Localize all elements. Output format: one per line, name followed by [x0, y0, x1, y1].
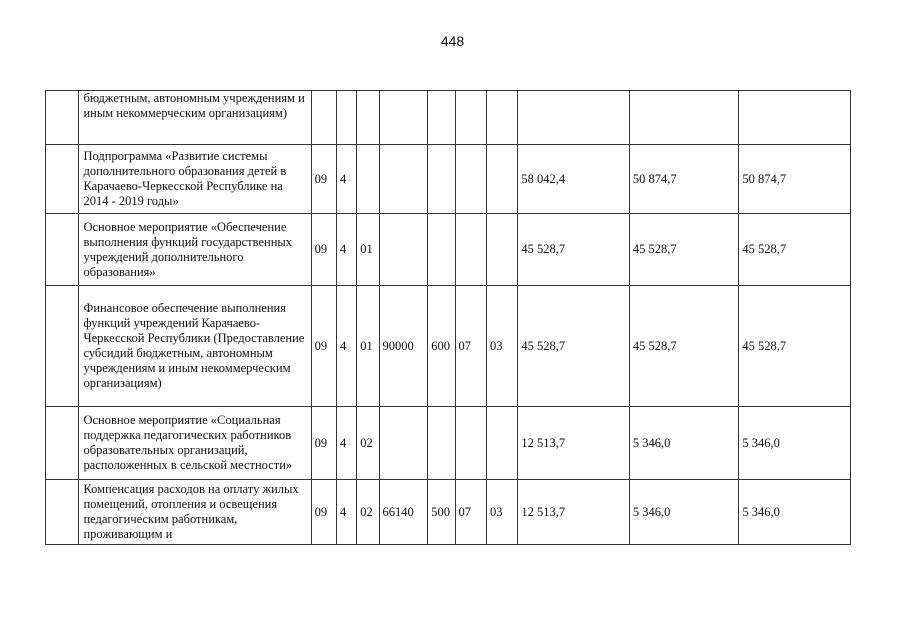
sum-2020-cell — [518, 91, 630, 145]
section-cell — [311, 91, 336, 145]
page-number: 448 — [440, 33, 465, 49]
subsection-cell: 4 — [336, 480, 356, 545]
row-number-cell — [46, 286, 79, 407]
section-cell: 09 — [311, 407, 336, 480]
chapter-cell — [455, 145, 486, 214]
group-cell: 02 — [357, 407, 379, 480]
description-cell: Компенсация расходов на оплату жилых помещений, отопления и освещения педагогическим работникам, проживающим и — [79, 480, 311, 545]
group-cell: 01 — [357, 286, 379, 407]
group-cell: 01 — [357, 214, 379, 286]
group-cell: 02 — [357, 480, 379, 545]
item-cell — [486, 407, 517, 480]
sum-2022-cell: 5 346,0 — [739, 480, 851, 545]
description-cell: Основное мероприятие «Обеспечение выполнения функций государственных учреждений дополнительного образования» — [79, 214, 311, 286]
chapter-cell — [455, 407, 486, 480]
code-cell — [379, 91, 428, 145]
code-cell: 66140 — [379, 480, 428, 545]
code-cell: 90000 — [379, 286, 428, 407]
sum-2021-cell: 5 346,0 — [629, 480, 738, 545]
section-cell: 09 — [311, 214, 336, 286]
table-row — [46, 480, 851, 545]
sum-2020-cell: 58 042,4 — [518, 145, 630, 214]
sum-2022-cell: 45 528,7 — [739, 214, 851, 286]
row-number-cell — [46, 480, 79, 545]
subsection-cell: 4 — [336, 214, 356, 286]
section-cell: 09 — [311, 286, 336, 407]
sum-2022-cell: 5 346,0 — [739, 407, 851, 480]
item-cell: 03 — [486, 286, 517, 407]
subsection-cell: 4 — [336, 286, 356, 407]
subsection-cell: 4 — [336, 407, 356, 480]
type-cell — [428, 407, 455, 480]
chapter-cell — [455, 214, 486, 286]
code-cell — [379, 407, 428, 480]
description-cell: бюджетным, автономным учреждениям и иным некоммерческим организациям) — [79, 91, 311, 145]
code-cell — [379, 145, 428, 214]
description-cell: Подпрограмма «Развитие системы дополнительного образования детей в Карачаево-Черкесской Республике на 2014 - 2019 годы» — [79, 145, 311, 214]
type-cell — [428, 91, 455, 145]
sum-2022-cell: 50 874,7 — [739, 145, 851, 214]
table-row — [46, 145, 851, 214]
row-number-cell — [46, 91, 79, 145]
sum-2021-cell: 5 346,0 — [629, 407, 738, 480]
subsection-cell: 4 — [336, 145, 356, 214]
table-row — [46, 286, 851, 407]
item-cell: 03 — [486, 480, 517, 545]
section-cell: 09 — [311, 145, 336, 214]
sum-2021-cell: 45 528,7 — [629, 286, 738, 407]
chapter-cell — [455, 91, 486, 145]
group-cell — [357, 145, 379, 214]
sum-2020-cell: 12 513,7 — [518, 407, 630, 480]
type-cell: 500 — [428, 480, 455, 545]
sum-2022-cell — [739, 91, 851, 145]
type-cell — [428, 214, 455, 286]
subsection-cell — [336, 91, 356, 145]
type-cell: 600 — [428, 286, 455, 407]
group-cell — [357, 91, 379, 145]
budget-table — [45, 90, 851, 545]
row-number-cell — [46, 214, 79, 286]
type-cell — [428, 145, 455, 214]
sum-2020-cell: 45 528,7 — [518, 286, 630, 407]
code-cell — [379, 214, 428, 286]
description-cell: Основное мероприятие «Социальная поддержка педагогических работников образовательных организаций, расположенных в сельской местности» — [79, 407, 311, 480]
table-row — [46, 407, 851, 480]
table-row — [46, 91, 851, 145]
table-row — [46, 214, 851, 286]
chapter-cell: 07 — [455, 480, 486, 545]
row-number-cell — [46, 407, 79, 480]
sum-2021-cell: 50 874,7 — [629, 145, 738, 214]
description-cell: Финансовое обеспечение выполнения функций учреждений Карачаево-Черкесской Республики (Предоставление субсидий бюджетным, автономным учреждениям и иным некоммерческим организациям) — [79, 286, 311, 407]
row-number-cell — [46, 145, 79, 214]
section-cell: 09 — [311, 480, 336, 545]
sum-2020-cell: 45 528,7 — [518, 214, 630, 286]
sum-2022-cell: 45 528,7 — [739, 286, 851, 407]
item-cell — [486, 214, 517, 286]
chapter-cell: 07 — [455, 286, 486, 407]
sum-2020-cell: 12 513,7 — [518, 480, 630, 545]
item-cell — [486, 91, 517, 145]
item-cell — [486, 145, 517, 214]
sum-2021-cell: 45 528,7 — [629, 214, 738, 286]
sum-2021-cell — [629, 91, 738, 145]
